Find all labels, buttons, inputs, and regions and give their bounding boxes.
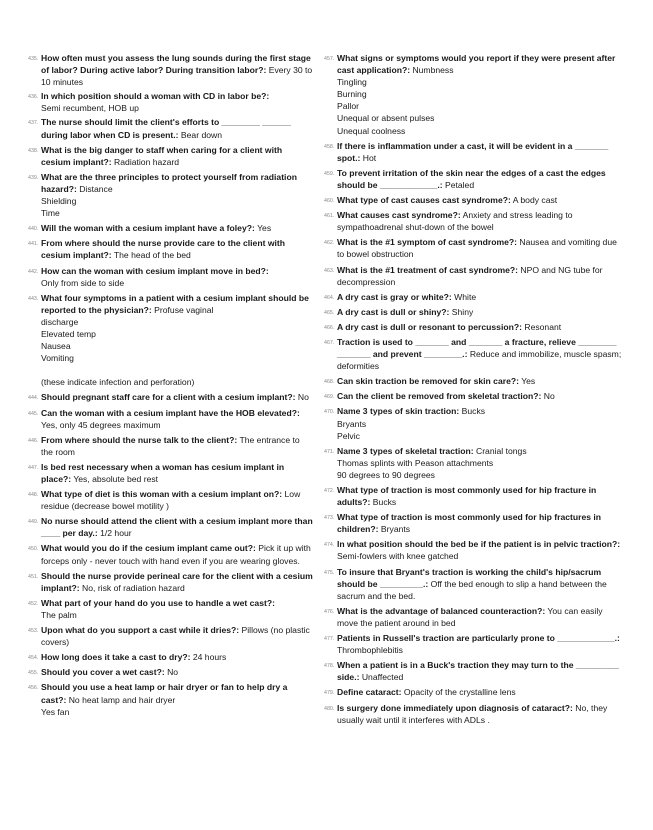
- qa-item: [324, 605, 624, 629]
- answer-text: 1/2 hour: [97, 528, 132, 539]
- item-number: 474.: [324, 542, 335, 549]
- question-text: How long does it take a cast to dry?:: [41, 652, 191, 663]
- answer-line: Only from side to side: [41, 277, 125, 288]
- answer-text: White: [451, 291, 477, 302]
- answer-text: The entrance to the room: [41, 434, 300, 457]
- answer-text: Nausea and vomiting due to bowel obstruction: [337, 237, 617, 260]
- answer-text: Numbness: [410, 65, 454, 76]
- answer-text: 24 hours: [190, 652, 227, 663]
- question-text: What type of traction is most commonly used for hip fractures in children?:: [337, 512, 602, 535]
- qa-item: [28, 624, 313, 648]
- answer-line: 90 degrees to 90 degrees: [337, 469, 435, 480]
- answer-line: Bryants: [337, 418, 367, 429]
- question-text: Should you cover a wet cast?:: [41, 667, 165, 678]
- answer-line: Time: [41, 208, 60, 219]
- item-number: 458.: [324, 143, 335, 150]
- answer-line: Vomiting: [41, 353, 74, 364]
- item-number: 441.: [28, 241, 39, 248]
- qa-item: [28, 542, 313, 566]
- answer-text: NPO and NG tube for decompression: [337, 264, 603, 287]
- qa-item: [324, 659, 624, 683]
- item-number: 455.: [28, 670, 39, 677]
- item-number: 472.: [324, 488, 335, 494]
- question-text: Should you use a heat lamp or hair dryer or fan to help dry a cast?:: [41, 682, 288, 705]
- answer-text: Bucks: [370, 497, 397, 508]
- question-text: If there is inflammation under a cast, it will be evident in a _______ spot.:: [337, 140, 609, 163]
- answer-line: Shielding: [41, 196, 77, 207]
- answer-text: Reduce and immobilize, muscle spasm; deformities: [337, 349, 622, 372]
- answer-text: Yes, absolute bed rest: [71, 474, 159, 484]
- answer-text: A body cast: [510, 195, 558, 206]
- question-text: How often must you assess the lung sounds during the first stage of labor? During active labor? During transition labor?:: [41, 53, 311, 76]
- question-text: Can skin traction be removed for skin care?:: [337, 376, 519, 387]
- answer-line: The palm: [41, 609, 77, 620]
- answer-text: Profuse vaginal: [151, 304, 214, 315]
- question-text: What is the advantage of balanced counteraction?:: [337, 605, 546, 616]
- question-text: What type of diet is this woman with a cesium implant on?:: [41, 489, 283, 500]
- question-text: Can the woman with a cesium implant have the HOB elevated?:: [41, 407, 300, 418]
- question-text: Upon what do you support a cast while it dries?:: [41, 625, 240, 636]
- answer-text: Thrombophlebitis: [337, 645, 403, 656]
- right-column: [324, 52, 624, 726]
- qa-item: [28, 116, 313, 140]
- answer-text: Unaffected: [359, 672, 404, 683]
- answer-text: Bucks: [459, 406, 486, 417]
- answer-text: You can easily move the patient around in bed: [337, 605, 603, 628]
- item-number: 459.: [324, 170, 335, 177]
- qa-item: [28, 597, 313, 621]
- qa-item: [28, 570, 313, 594]
- question-text: What is the big danger to staff when caring for a client with cesium implant?:: [41, 144, 283, 167]
- qa-item: [28, 651, 313, 663]
- item-number: 453.: [28, 628, 39, 635]
- question-text: Should the nurse provide perineal care for the client with a cesium implant?:: [41, 570, 313, 593]
- qa-item: [28, 407, 313, 431]
- item-number: 463.: [324, 267, 335, 274]
- qa-item: [324, 375, 624, 387]
- qa-item: [324, 445, 624, 481]
- answer-line: Unequal or absent pulses: [337, 113, 435, 124]
- qa-item: [324, 236, 624, 260]
- answer-text: No heat lamp and hair dryer: [66, 694, 176, 705]
- item-number: 447.: [28, 464, 39, 471]
- item-number: 450.: [28, 546, 39, 553]
- question-text: How can the woman with cesium implant move in bed?:: [41, 265, 269, 276]
- answer-line: Tingling: [337, 77, 367, 88]
- question-text: Patients in Russell's traction are particularly prone to ____________.:: [337, 633, 620, 644]
- question-text: A dry cast is dull or resonant to percussion?:: [337, 321, 522, 332]
- answer-text: No: [295, 392, 309, 403]
- answer-text: Off the bed enough to slip a hand between the sacrum and the bed.: [337, 578, 607, 601]
- question-text: In which position should a woman with CD in labor be?:: [41, 91, 270, 102]
- answer-line: Pallor: [337, 101, 359, 112]
- item-number: 464.: [324, 294, 335, 301]
- question-text: From where should the nurse provide care to the client with cesium implant?:: [41, 238, 286, 261]
- question-text: What signs or symptoms would you report if they were present after cast application?:: [337, 53, 616, 76]
- qa-item: [324, 291, 624, 303]
- item-number: 471.: [324, 448, 335, 455]
- item-number: 456.: [28, 685, 39, 692]
- answer-text: The head of the bed: [111, 250, 191, 261]
- qa-item: [324, 321, 624, 333]
- qa-item: [28, 171, 313, 219]
- qa-item: [324, 390, 624, 402]
- qa-item: [324, 511, 624, 535]
- item-number: 470.: [324, 409, 335, 416]
- question-text: Name 3 types of skin traction:: [337, 406, 460, 417]
- item-number: 469.: [324, 394, 335, 401]
- item-number: 452.: [28, 600, 39, 607]
- item-number: 448.: [28, 492, 39, 499]
- answer-text: Every 30 to 10 minutes: [41, 65, 313, 88]
- qa-item: [324, 538, 624, 562]
- item-number: 479.: [324, 690, 335, 697]
- item-number: 437.: [28, 120, 39, 127]
- item-number: 460.: [324, 198, 335, 205]
- qa-item: [324, 264, 624, 288]
- qa-item: [28, 144, 313, 168]
- qa-item: [324, 336, 624, 372]
- answer-text: Yes: [254, 223, 272, 234]
- qa-item: [324, 209, 624, 233]
- question-text: Is bed rest necessary when a woman has cesium implant in place?:: [41, 461, 285, 484]
- answer-text: Resonant: [521, 321, 562, 332]
- item-number: 436.: [28, 94, 39, 101]
- qa-item: [28, 52, 313, 88]
- qa-item: [28, 681, 313, 717]
- item-number: 473.: [324, 515, 335, 522]
- qa-item: [28, 292, 313, 389]
- item-number: 443.: [28, 295, 39, 302]
- answer-text: Yes: [518, 376, 536, 387]
- answer-text: Anxiety and stress leading to sympathoadrenal shut-down of the bowel: [337, 210, 573, 233]
- qa-item: [28, 666, 313, 678]
- answer-text: Petaled: [442, 179, 475, 190]
- answer-text: Semi-fowlers with knee gatched: [337, 551, 459, 562]
- qa-item: [28, 391, 313, 403]
- question-text: What is the #1 symptom of cast syndrome?:: [337, 237, 518, 248]
- question-text: A dry cast is dull or shiny?:: [337, 306, 450, 317]
- answer-text: Hot: [360, 152, 377, 163]
- answer-text: Shiny: [449, 306, 474, 317]
- question-text: Is surgery done immediately upon diagnosis of cataract?:: [337, 702, 573, 713]
- answer-text: No: [164, 667, 179, 678]
- answer-text: Opacity of the crystalline lens: [401, 687, 516, 698]
- question-text: What is the #1 treatment of cast syndrome?:: [337, 264, 518, 275]
- answer-line: [41, 364, 313, 376]
- qa-item: [28, 488, 313, 512]
- item-number: 442.: [28, 268, 39, 275]
- item-number: 445.: [28, 410, 39, 417]
- left-column: [28, 52, 313, 718]
- answer-text: No, they usually wait until it interferes with ADLs .: [337, 702, 608, 725]
- question-text: What type of traction is most commonly used for hip fracture in adults?:: [337, 485, 597, 508]
- qa-item: [324, 484, 624, 508]
- answer-line: Elevated temp: [41, 328, 96, 339]
- item-number: 451.: [28, 573, 39, 580]
- question-text: In what position should the bed be if the patient is in pelvic traction?:: [337, 539, 621, 550]
- question-text: What four symptoms in a patient with a cesium implant should be reported to the physician?:: [41, 292, 309, 315]
- answer-line: Burning: [337, 89, 367, 100]
- item-number: 478.: [324, 663, 335, 670]
- item-number: 462.: [324, 240, 335, 247]
- item-number: 457.: [324, 56, 335, 62]
- question-text: Should pregnant staff care for a client with a cesium implant?:: [41, 392, 296, 403]
- question-text: To prevent irritation of the skin near the edges of a cast the edges should be ____________.:: [337, 167, 606, 190]
- item-number: 475.: [324, 569, 335, 576]
- answer-line: discharge: [41, 316, 79, 327]
- answer-text: Cranial tongs: [473, 445, 527, 456]
- item-number: 468.: [324, 379, 335, 386]
- answer-line: Semi recumbent, HOB up: [41, 103, 139, 114]
- question-text: Define cataract:: [337, 687, 402, 698]
- qa-item: [324, 702, 624, 726]
- question-text: Can the client be removed from skeletal traction?:: [337, 391, 542, 402]
- qa-item: [324, 566, 624, 602]
- qa-item: [28, 90, 313, 114]
- answer-text: Bryants: [378, 524, 411, 535]
- qa-item: [324, 306, 624, 318]
- answer-line: Pelvic: [337, 430, 360, 441]
- answer-text: Low residue (decrease bowel motility ): [41, 489, 301, 512]
- question-text: What are the three principles to protect yourself from radiation hazard?:: [41, 171, 297, 194]
- answer-line: Thomas splints with Peason attachments: [337, 457, 494, 468]
- answer-text: No, risk of radiation hazard: [79, 582, 185, 593]
- qa-item: [324, 167, 624, 191]
- qa-item: [324, 194, 624, 206]
- qa-item: [28, 222, 313, 234]
- answer-text: Radiation hazard: [111, 156, 180, 167]
- question-text: When a patient is in a Buck's traction they may turn to the _________ side.:: [337, 660, 619, 683]
- question-text: What causes cast syndrome?:: [337, 210, 461, 221]
- question-text: What part of your hand do you use to handle a wet cast?:: [41, 597, 275, 608]
- item-number: 461.: [324, 213, 335, 220]
- question-text: A dry cast is gray or white?:: [337, 291, 452, 302]
- qa-item: [28, 461, 313, 485]
- item-number: 477.: [324, 636, 335, 643]
- question-text: The nurse should limit the client's efforts to ________ ______ during labor when CD is present.:: [41, 117, 291, 140]
- qa-item: [28, 515, 313, 539]
- qa-item: [28, 265, 313, 289]
- item-number: 467.: [324, 339, 335, 346]
- qa-item: [28, 237, 313, 261]
- answer-text: Pick it up with forceps only - never touch with hand even if you are wearing gloves.: [41, 543, 311, 566]
- answer-line: (these indicate infection and perforation): [41, 377, 195, 388]
- item-number: 439.: [28, 174, 39, 181]
- answer-line: Nausea: [41, 341, 71, 352]
- item-number: 454.: [28, 655, 39, 662]
- answer-text: Yes, only 45 degrees maximum: [41, 419, 161, 430]
- item-number: 444.: [28, 395, 39, 402]
- item-number: 438.: [28, 147, 39, 154]
- qa-item: [324, 140, 624, 164]
- qa-item: [324, 405, 624, 441]
- item-number: 466.: [324, 324, 335, 331]
- qa-item: [324, 632, 624, 656]
- question-text: Traction is used to _______ and _______ a fracture, relieve ________ _______ and prevent ________.:: [337, 336, 617, 360]
- question-text: Name 3 types of skeletal traction:: [337, 445, 474, 456]
- qa-item: [28, 434, 313, 458]
- item-number: 435.: [28, 56, 39, 62]
- answer-text: Distance: [76, 183, 113, 194]
- answer-line: Unequal coolness: [337, 125, 406, 136]
- answer-text: Pillows (no plastic covers): [41, 625, 310, 648]
- item-number: 440.: [28, 226, 39, 233]
- item-number: 465.: [324, 309, 335, 316]
- qa-item: [324, 52, 624, 137]
- question-text: What would you do if the cesium implant came out?:: [41, 543, 256, 554]
- item-number: 449.: [28, 519, 39, 526]
- answer-line: Yes fan: [41, 706, 70, 717]
- qa-item: [324, 686, 624, 698]
- item-number: 446.: [28, 437, 39, 444]
- question-text: Will the woman with a cesium implant have a foley?:: [41, 223, 255, 234]
- item-number: 476.: [324, 608, 335, 615]
- question-text: What type of cast causes cast syndrome?:: [337, 195, 511, 206]
- answer-text: No: [541, 391, 555, 402]
- question-text: From where should the nurse talk to the client?:: [41, 434, 238, 445]
- question-text: To insure that Bryant's traction is working the child's hip/sacrum should be _________.:: [337, 566, 602, 589]
- question-text: No nurse should attend the client with a cesium implant more than ____ per day.:: [41, 516, 313, 539]
- answer-text: Bear down: [178, 129, 222, 140]
- item-number: 480.: [324, 705, 335, 712]
